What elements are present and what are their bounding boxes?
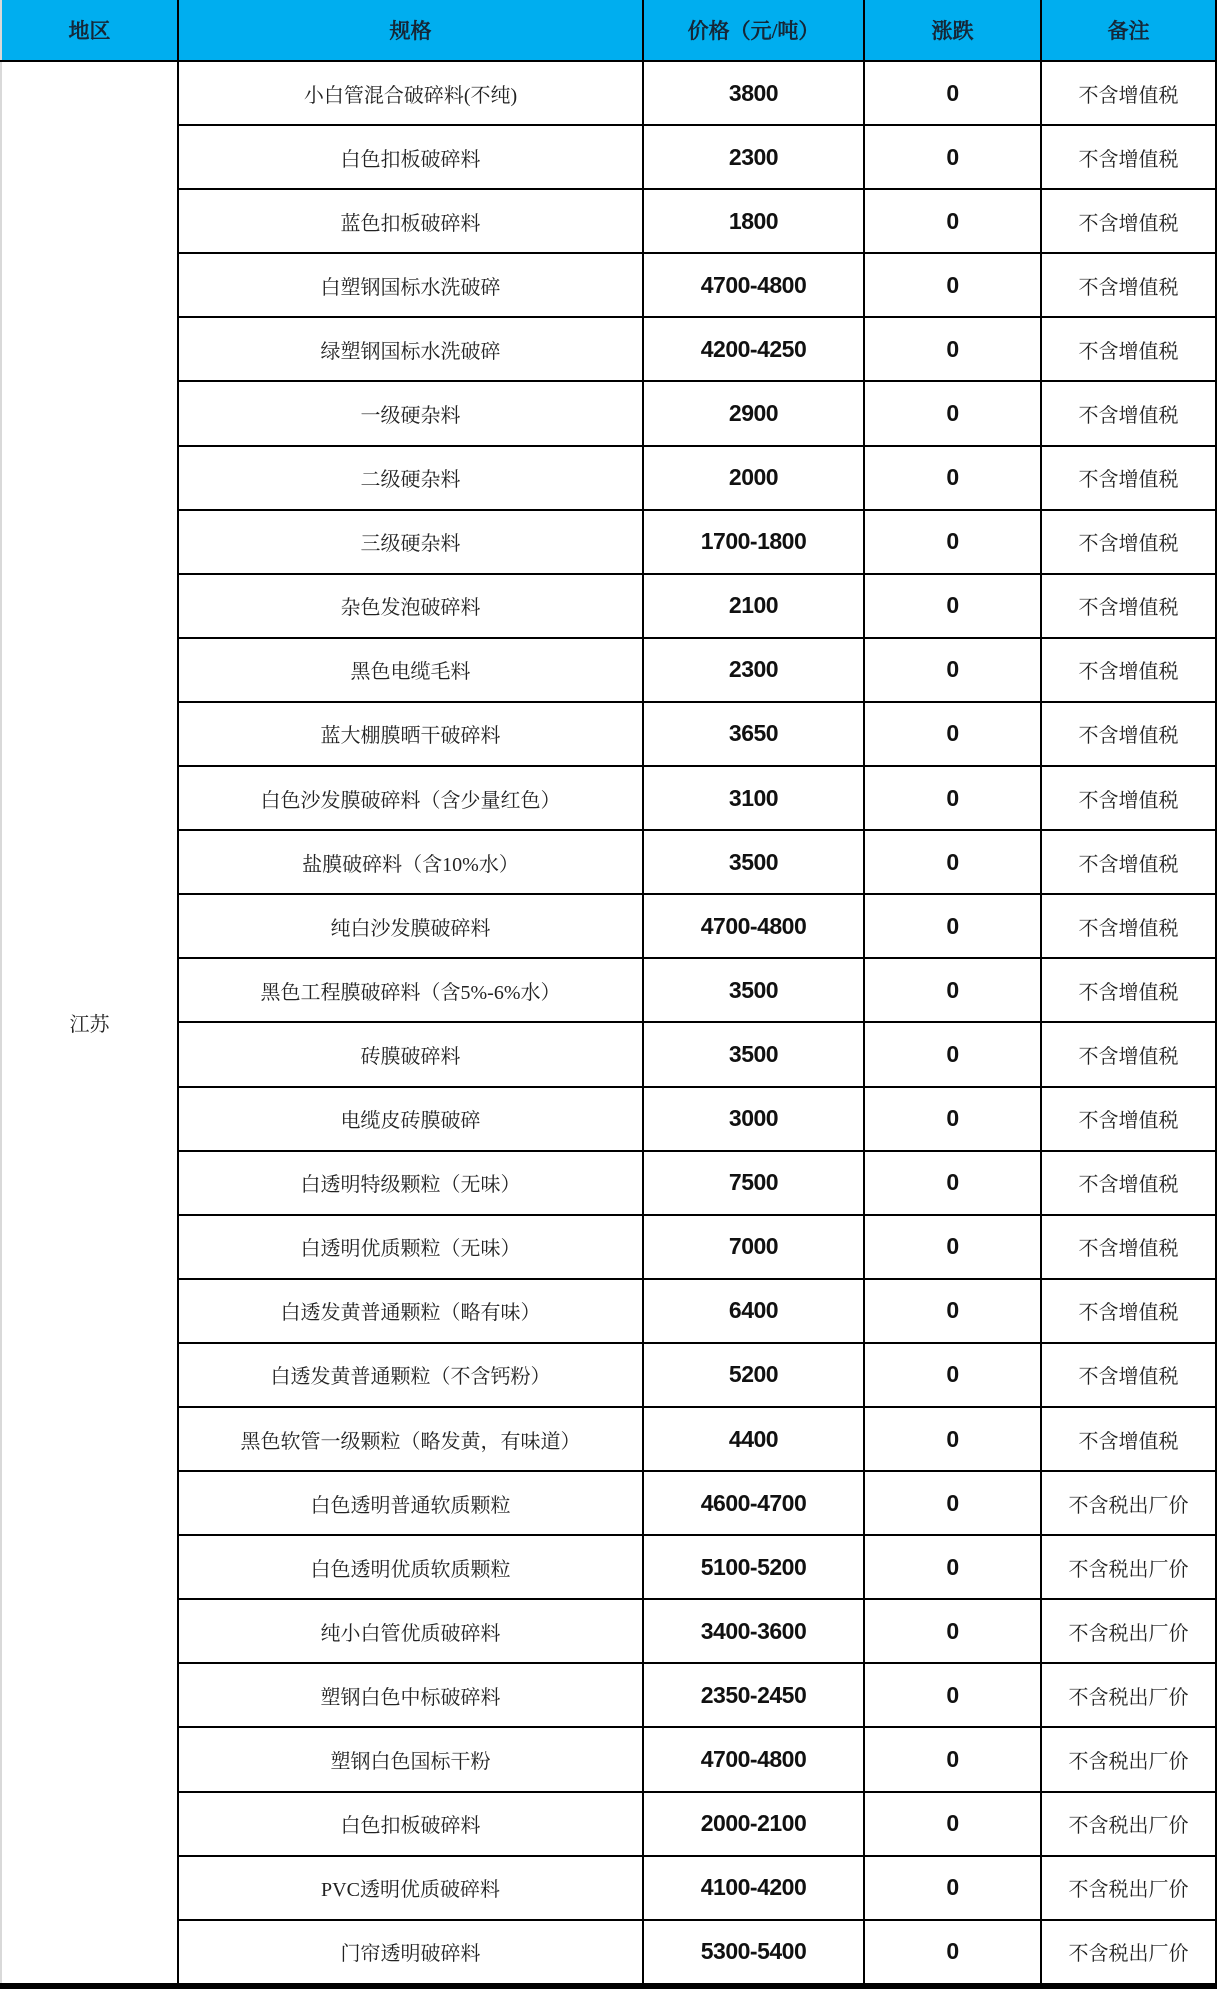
price-cell: 4700-4800	[643, 1727, 864, 1791]
price-cell: 3500	[643, 958, 864, 1022]
price-cell: 3500	[643, 1022, 864, 1086]
spec-cell: PVC透明优质破碎料	[178, 1856, 643, 1920]
header-cell-region: 地区	[1, 0, 178, 61]
note-cell: 不含增值税	[1041, 381, 1216, 445]
change-cell: 0	[864, 189, 1041, 253]
note-cell: 不含税出厂价	[1041, 1856, 1216, 1920]
table-row	[1, 510, 1216, 574]
change-cell: 0	[864, 638, 1041, 702]
table-row	[1, 1727, 1216, 1791]
spec-cell: 三级硬杂料	[178, 510, 643, 574]
price-cell: 2100	[643, 574, 864, 638]
spec-cell: 二级硬杂料	[178, 446, 643, 510]
table-row	[1, 1792, 1216, 1856]
spec-cell: 白色扣板破碎料	[178, 125, 643, 189]
change-cell: 0	[864, 1022, 1041, 1086]
change-cell: 0	[864, 1215, 1041, 1279]
change-cell: 0	[864, 894, 1041, 958]
note-cell: 不含增值税	[1041, 574, 1216, 638]
table-row	[1, 1343, 1216, 1407]
table-row	[1, 894, 1216, 958]
note-cell: 不含增值税	[1041, 61, 1216, 125]
spec-cell: 白色沙发膜破碎料（含少量红色）	[178, 766, 643, 830]
note-cell: 不含增值税	[1041, 1279, 1216, 1343]
spec-cell: 小白管混合破碎料(不纯)	[178, 61, 643, 125]
spec-cell: 塑钢白色中标破碎料	[178, 1663, 643, 1727]
note-cell: 不含增值税	[1041, 317, 1216, 381]
spec-cell: 电缆皮砖膜破碎	[178, 1087, 643, 1151]
spec-cell: 黑色电缆毛料	[178, 638, 643, 702]
table-row	[1, 381, 1216, 445]
note-cell: 不含增值税	[1041, 1343, 1216, 1407]
spec-cell: 盐膜破碎料（含10%水）	[178, 830, 643, 894]
spec-cell: 白透明优质颗粒（无味）	[178, 1215, 643, 1279]
price-cell: 1800	[643, 189, 864, 253]
spec-cell: 门帘透明破碎料	[178, 1920, 643, 1984]
note-cell: 不含增值税	[1041, 1022, 1216, 1086]
change-cell: 0	[864, 1151, 1041, 1215]
note-cell: 不含税出厂价	[1041, 1471, 1216, 1535]
note-cell: 不含增值税	[1041, 189, 1216, 253]
table-row	[1, 1920, 1216, 1984]
table-row	[1, 638, 1216, 702]
note-cell: 不含增值税	[1041, 766, 1216, 830]
table-row	[1, 1215, 1216, 1279]
spec-cell: 白透发黄普通颗粒（略有味）	[178, 1279, 643, 1343]
change-cell: 0	[864, 1727, 1041, 1791]
note-cell: 不含税出厂价	[1041, 1792, 1216, 1856]
change-cell: 0	[864, 1407, 1041, 1471]
change-cell: 0	[864, 1471, 1041, 1535]
spec-cell: 白塑钢国标水洗破碎	[178, 253, 643, 317]
table-row	[1, 958, 1216, 1022]
change-cell: 0	[864, 1663, 1041, 1727]
change-cell: 0	[864, 1920, 1041, 1984]
change-cell: 0	[864, 1343, 1041, 1407]
table-row	[1, 253, 1216, 317]
table-body	[1, 61, 1216, 1984]
change-cell: 0	[864, 253, 1041, 317]
change-cell: 0	[864, 958, 1041, 1022]
price-cell: 2000-2100	[643, 1792, 864, 1856]
header-cell-change: 涨跌	[864, 0, 1041, 61]
note-cell: 不含增值税	[1041, 638, 1216, 702]
price-cell: 4700-4800	[643, 894, 864, 958]
table-row	[1, 61, 1216, 125]
spec-cell: 塑钢白色国标干粉	[178, 1727, 643, 1791]
spec-cell: 白色扣板破碎料	[178, 1792, 643, 1856]
table-row	[1, 830, 1216, 894]
spec-cell: 一级硬杂料	[178, 381, 643, 445]
note-cell: 不含增值税	[1041, 1087, 1216, 1151]
change-cell: 0	[864, 1856, 1041, 1920]
spec-cell: 绿塑钢国标水洗破碎	[178, 317, 643, 381]
change-cell: 0	[864, 61, 1041, 125]
spec-cell: 纯白沙发膜破碎料	[178, 894, 643, 958]
spec-cell: 白色透明普通软质颗粒	[178, 1471, 643, 1535]
spec-cell: 纯小白管优质破碎料	[178, 1599, 643, 1663]
table-row	[1, 1599, 1216, 1663]
change-cell: 0	[864, 1087, 1041, 1151]
change-cell: 0	[864, 1535, 1041, 1599]
table-row	[1, 1471, 1216, 1535]
price-cell: 4600-4700	[643, 1471, 864, 1535]
price-cell: 6400	[643, 1279, 864, 1343]
price-cell: 2300	[643, 638, 864, 702]
table-row	[1, 1087, 1216, 1151]
price-cell: 2900	[643, 381, 864, 445]
note-cell: 不含增值税	[1041, 253, 1216, 317]
price-cell: 3650	[643, 702, 864, 766]
note-cell: 不含增值税	[1041, 1215, 1216, 1279]
note-cell: 不含增值税	[1041, 1151, 1216, 1215]
change-cell: 0	[864, 574, 1041, 638]
change-cell: 0	[864, 1599, 1041, 1663]
table-row	[1, 189, 1216, 253]
spec-cell: 白色透明优质软质颗粒	[178, 1535, 643, 1599]
change-cell: 0	[864, 702, 1041, 766]
header-cell-note: 备注	[1041, 0, 1216, 61]
table-row	[1, 1022, 1216, 1086]
price-cell: 1700-1800	[643, 510, 864, 574]
spec-cell: 蓝色扣板破碎料	[178, 189, 643, 253]
table-header-row	[1, 0, 1216, 61]
price-cell: 3000	[643, 1087, 864, 1151]
price-cell: 4200-4250	[643, 317, 864, 381]
price-cell: 7500	[643, 1151, 864, 1215]
note-cell: 不含增值税	[1041, 958, 1216, 1022]
spec-cell: 黑色软管一级颗粒（略发黄，有味道）	[178, 1407, 643, 1471]
note-cell: 不含增值税	[1041, 830, 1216, 894]
table-row	[1, 317, 1216, 381]
header-cell-price: 价格（元/吨）	[643, 0, 864, 61]
table-row	[1, 446, 1216, 510]
change-cell: 0	[864, 510, 1041, 574]
region-cell: 江苏	[1, 61, 178, 1984]
spec-cell: 黑色工程膜破碎料（含5%-6%水）	[178, 958, 643, 1022]
price-cell: 2000	[643, 446, 864, 510]
price-cell: 4100-4200	[643, 1856, 864, 1920]
header-cell-spec: 规格	[178, 0, 643, 61]
spec-cell: 蓝大棚膜晒干破碎料	[178, 702, 643, 766]
table-row	[1, 1279, 1216, 1343]
price-cell: 5300-5400	[643, 1920, 864, 1984]
price-cell: 3100	[643, 766, 864, 830]
change-cell: 0	[864, 125, 1041, 189]
change-cell: 0	[864, 381, 1041, 445]
change-cell: 0	[864, 317, 1041, 381]
spec-cell: 杂色发泡破碎料	[178, 574, 643, 638]
change-cell: 0	[864, 1792, 1041, 1856]
price-cell: 7000	[643, 1215, 864, 1279]
note-cell: 不含税出厂价	[1041, 1599, 1216, 1663]
price-cell: 4700-4800	[643, 253, 864, 317]
table-row	[1, 1535, 1216, 1599]
table-row	[1, 1407, 1216, 1471]
note-cell: 不含税出厂价	[1041, 1727, 1216, 1791]
spec-cell: 砖膜破碎料	[178, 1022, 643, 1086]
spec-cell: 白透发黄普通颗粒（不含钙粉）	[178, 1343, 643, 1407]
spec-cell: 白透明特级颗粒（无味）	[178, 1151, 643, 1215]
note-cell: 不含增值税	[1041, 446, 1216, 510]
price-cell: 3400-3600	[643, 1599, 864, 1663]
table-row	[1, 1151, 1216, 1215]
note-cell: 不含税出厂价	[1041, 1920, 1216, 1984]
table-row	[1, 702, 1216, 766]
change-cell: 0	[864, 446, 1041, 510]
change-cell: 0	[864, 830, 1041, 894]
price-cell: 5100-5200	[643, 1535, 864, 1599]
change-cell: 0	[864, 766, 1041, 830]
table-row	[1, 766, 1216, 830]
price-cell: 2350-2450	[643, 1663, 864, 1727]
price-cell: 2300	[643, 125, 864, 189]
bottom-border-bar	[0, 1985, 1217, 1989]
price-cell: 4400	[643, 1407, 864, 1471]
note-cell: 不含税出厂价	[1041, 1663, 1216, 1727]
change-cell: 0	[864, 1279, 1041, 1343]
note-cell: 不含税出厂价	[1041, 1535, 1216, 1599]
price-cell: 3800	[643, 61, 864, 125]
table-row	[1, 1856, 1216, 1920]
note-cell: 不含增值税	[1041, 702, 1216, 766]
note-cell: 不含增值税	[1041, 894, 1216, 958]
note-cell: 不含增值税	[1041, 125, 1216, 189]
price-cell: 3500	[643, 830, 864, 894]
note-cell: 不含增值税	[1041, 510, 1216, 574]
price-cell: 5200	[643, 1343, 864, 1407]
note-cell: 不含增值税	[1041, 1407, 1216, 1471]
table-row	[1, 574, 1216, 638]
table-row	[1, 125, 1216, 189]
table-row	[1, 1663, 1216, 1727]
